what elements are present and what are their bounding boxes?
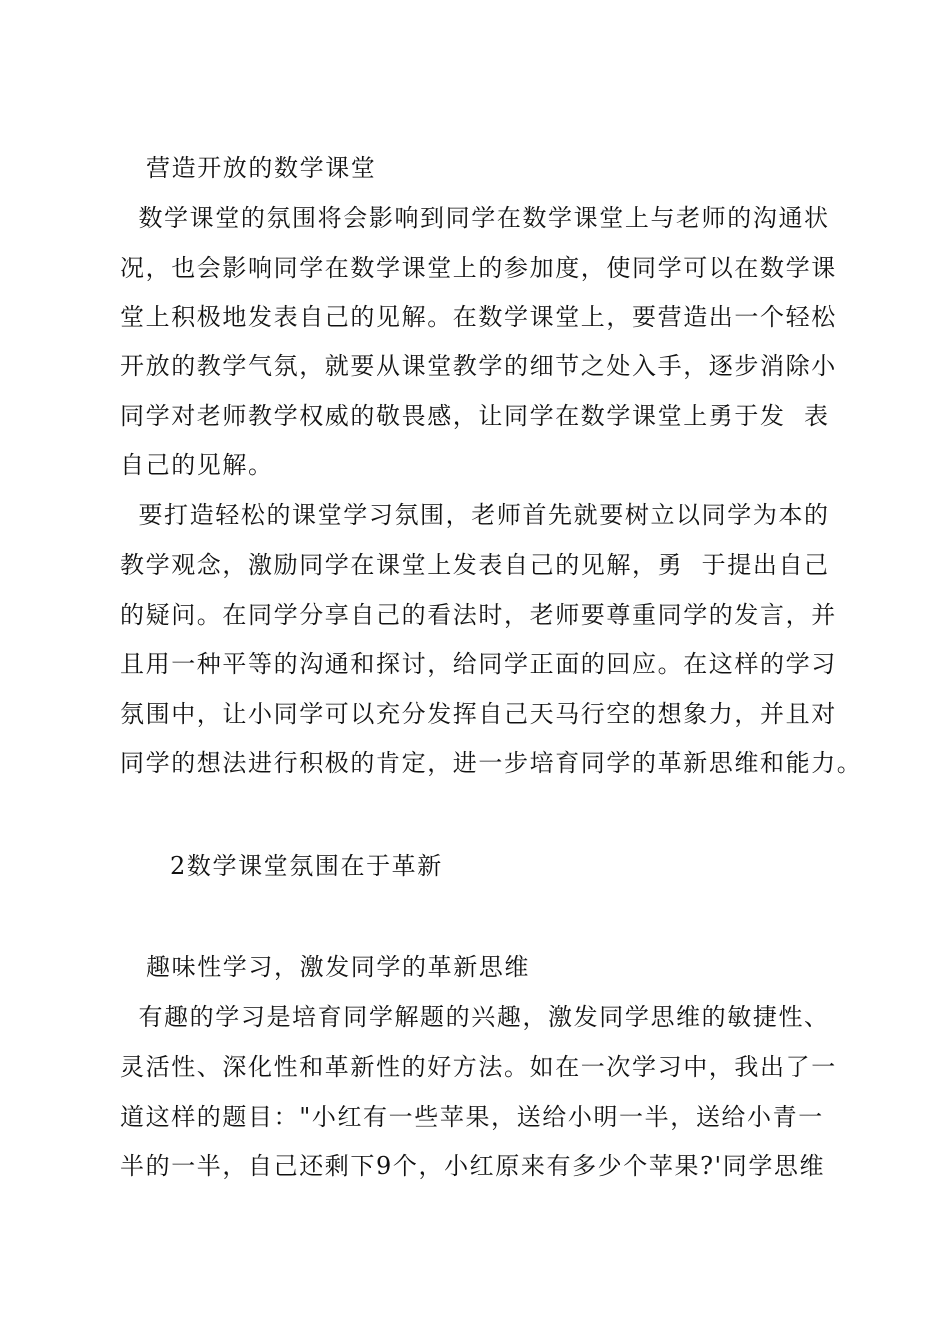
paragraph-line: 的疑问。在同学分享自己的看法时，老师要尊重同学的发言，并 [120,601,837,629]
paragraph-line: 数学课堂的氛围将会影响到同学在数学课堂上与老师的沟通状 [120,204,830,232]
paragraph-line: 况，也会影响同学在数学课堂上的参加度，使同学可以在数学课 [120,254,837,282]
paragraph-line: 氛围中，让小同学可以充分发挥自己天马行空的想象力，并且对 [120,700,837,728]
section-heading: 2数学课堂氛围在于革新 [170,852,443,880]
paragraph-line: 同学的想法进行积极的肯定，进一步培育同学的革新思维和能力。 [120,749,863,777]
paragraph-line: 同学对老师教学权威的敬畏感，让同学在数学课堂上勇于发 表 [120,402,830,430]
subsection-heading: 趣味性学习，激发同学的革新思维 [146,953,530,981]
paragraph-line: 要打造轻松的课堂学习氛围，老师首先就要树立以同学为本的 [120,501,830,529]
paragraph-line: 堂上积极地发表自己的见解。在数学课堂上，要营造出一个轻松 [120,303,837,331]
section-heading: 营造开放的数学课堂 [146,154,377,182]
paragraph-line: 自己的见解。 [120,451,274,479]
paragraph-line: 道这样的题目："小红有一些苹果，送给小明一半，送给小青一 [120,1103,824,1131]
paragraph-line: 半的一半，自己还剩下9个，小红原来有多少个苹果?'同学思维 [120,1152,826,1180]
paragraph-line: 教学观念，激励同学在课堂上发表自己的见解，勇 于提出自己 [120,551,830,579]
paragraph-line: 开放的教学气氛，就要从课堂教学的细节之处入手，逐步消除小 [120,352,837,380]
paragraph-line: 灵活性、深化性和革新性的好方法。如在一次学习中，我出了一 [120,1053,837,1081]
paragraph-line: 有趣的学习是培育同学解题的兴趣，激发同学思维的敏捷性、 [120,1003,830,1031]
paragraph-line: 且用一种平等的沟通和探讨，给同学正面的回应。在这样的学习 [120,650,837,678]
